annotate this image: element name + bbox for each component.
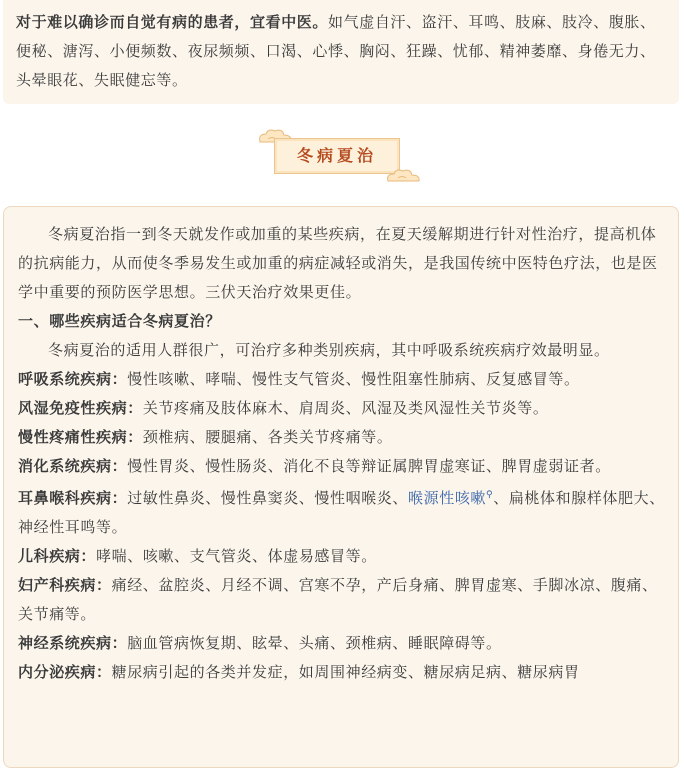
disease-item xyxy=(18,658,666,687)
disease-text: 过敏性鼻炎、慢性鼻窦炎、慢性咽喉炎、 xyxy=(127,489,409,507)
disease-label: 内分泌疾病： xyxy=(18,663,112,681)
disease-text: 颈椎病、腰腿痛、各类关节疼痛等。 xyxy=(142,428,393,446)
disease-text: 慢性胃炎、慢性肠炎、消化不良等辩证属脾胃虚寒证、脾胃虚弱证者。 xyxy=(127,457,611,475)
section-content xyxy=(18,220,666,687)
section-title: 冬病夏治 xyxy=(296,146,377,165)
section-title-frame xyxy=(274,138,400,174)
disease-text: 脑血管病恢复期、眩晕、头痛、颈椎病、睡眠障碍等。 xyxy=(127,634,502,652)
disease-item xyxy=(18,365,666,394)
disease-label: 风湿免疫性疾病： xyxy=(18,399,143,417)
section-title-badge xyxy=(256,126,426,186)
section-heading: 一、哪些疾病适合冬病夏治？ xyxy=(18,312,221,330)
disease-label: 妇产科疾病： xyxy=(18,576,112,594)
disease-label: 耳鼻喉科疾病： xyxy=(18,489,128,507)
disease-text: 慢性咳嗽、哮喘、慢性支气管炎、慢性阻塞性肺病、反复感冒等。 xyxy=(127,370,580,388)
disease-text: 哮喘、咳嗽、支气管炎、体虚易感冒等。 xyxy=(96,547,377,565)
disease-text: 、扁桃体和腺样体肥大、神经性耳鸣等。 xyxy=(18,489,665,536)
cloud-icon xyxy=(384,166,424,186)
disease-item xyxy=(18,452,666,481)
disease-text: 糖尿病引起的各类并发症，如周围神经病变、糖尿病足病、糖尿病胃 xyxy=(111,663,580,681)
disease-label: 神经系统疾病： xyxy=(18,634,128,652)
disease-item xyxy=(18,423,666,452)
section-paragraph: 冬病夏治的适用人群很广，可治疗多种类别疾病，其中呼吸系统疾病疗效最明显。 xyxy=(48,341,610,359)
disease-text: 关节疼痛及肢体麻木、肩周炎、风湿及类风湿性关节炎等。 xyxy=(142,399,549,417)
disease-item xyxy=(18,571,666,629)
section-paragraph: 冬病夏治指一到冬天就发作或加重的某些疾病，在夏天缓解期进行针对性治疗，提高机体的抗病能力，从而使冬季易发生或加重的病症减轻或消失，是我国传统中医特色疗法，也是医学中重要的预防医学思想。三伏天治疗效果更佳。 xyxy=(18,225,658,301)
intro-text: 如气虚自汗、盗汗、耳鸣、肢麻、肢冷、腹胀、便秘、溏泻、小便频数、夜尿频频、口渴、心悸、胸闷、狂躁、忧郁、精神萎靡、身倦无力、头晕眼花、失眠健忘等。 xyxy=(16,13,656,89)
disease-item xyxy=(18,629,666,658)
disease-text: 痛经、盆腔炎、月经不调、宫寒不孕，产后身痛、脾胃虚寒、手脚冰凉、腹痛、关节痛等。 xyxy=(18,576,658,623)
intro-emphasis: 对于难以确诊而自觉有病的患者，宜看中医。 xyxy=(16,13,329,31)
disease-search-link[interactable]: 喉源性咳嗽 xyxy=(408,489,487,507)
disease-label: 消化系统疾病： xyxy=(18,457,128,475)
disease-label: 呼吸系统疾病： xyxy=(18,370,128,388)
disease-label: 慢性疼痛性疾病： xyxy=(18,428,143,446)
disease-item xyxy=(18,542,666,571)
disease-item xyxy=(18,394,666,423)
intro-paragraph xyxy=(16,8,668,95)
disease-label: 儿科疾病： xyxy=(18,547,97,565)
search-icon[interactable]: ⚲ xyxy=(486,490,494,500)
disease-item xyxy=(18,481,666,542)
